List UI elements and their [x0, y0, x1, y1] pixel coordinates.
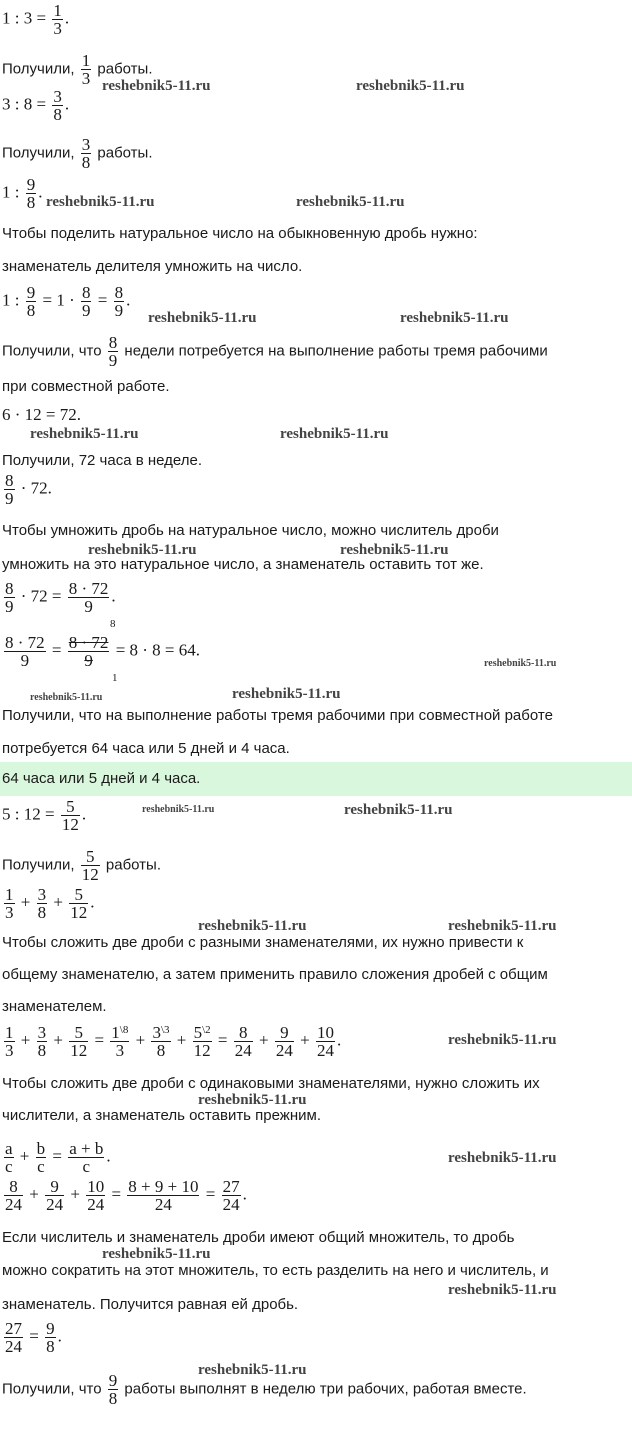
text-line: Чтобы сложить две дроби с разными знаменателями, их нужно привести к	[2, 934, 524, 951]
equation-divide: 1 : $\frac{9}{8}$ = 1 · $\frac{8}{9}$ = $\frac{8}{9}$ .	[2, 283, 131, 320]
equation-5-div-12: 5 : 12 = $\frac{5}{12}$ .	[2, 797, 87, 834]
watermark: reshebnik5-11.ru	[448, 918, 557, 934]
text-line: Получили, $\frac{1}{3}$ работы.	[2, 51, 153, 88]
text-line: знаменателем.	[2, 998, 107, 1015]
watermark: reshebnik5-11.ru	[88, 542, 197, 558]
text-line: Получили, $\frac{3}{8}$ работы.	[2, 135, 153, 172]
watermark: reshebnik5-11.ru	[280, 426, 389, 442]
watermark: reshebnik5-11.ru	[142, 804, 215, 815]
watermark: reshebnik5-11.ru	[102, 1246, 211, 1262]
watermark: reshebnik5-11.ru	[484, 658, 557, 669]
equation-reduce: $\frac{8 \cdot 72}{9}$ = $\frac{8 \cdot 72}{9}$ = 8 · 8 = 64.	[5, 633, 201, 670]
equation-sum-24: $\frac{8}{24}$ + $\frac{9}{24}$ + $\frac{10}{24}$ = $\frac{8 + 9 + 10}{24}$ = $\frac{27}{24}$ .	[5, 1177, 247, 1214]
equation-8-9-times-72: $\frac{8}{9}$ · 72.	[5, 471, 52, 508]
text-line: знаменатель делителя умножить на число.	[2, 258, 303, 275]
watermark: reshebnik5-11.ru	[400, 310, 509, 326]
watermark: reshebnik5-11.ru	[448, 1150, 557, 1166]
text-line: умножить на это натуральное число, а знаменатель оставить тот же.	[2, 556, 484, 573]
text-line: общему знаменателю, а затем применить правило сложения дробей с общим	[2, 966, 548, 983]
text-line: Чтобы сложить две дроби с одинаковыми знаменателями, нужно сложить их	[2, 1075, 540, 1092]
watermark: reshebnik5-11.ru	[30, 692, 103, 703]
watermark: reshebnik5-11.ru	[148, 310, 257, 326]
equation-1-div-3: 1 : 3 = $\frac{1}{3}$ .	[2, 1, 70, 38]
text-line: Если числитель и знаменатель дроби имеют общий множитель, то дробь	[2, 1229, 515, 1246]
text-line: потребуется 64 часа или 5 дней и 4 часа.	[2, 740, 290, 757]
watermark: reshebnik5-11.ru	[102, 78, 211, 94]
equation-sum: $\frac{1}{3}$ + $\frac{3}{8}$ + $\frac{5}{12}$ .	[5, 885, 95, 922]
text-line: Получили, $\frac{5}{12}$ работы.	[2, 847, 161, 884]
watermark: reshebnik5-11.ru	[356, 78, 465, 94]
equation-6-12: 6 · 12 = 72.	[2, 405, 81, 424]
watermark: reshebnik5-11.ru	[344, 802, 453, 818]
equation-3-div-8: 3 : 8 = $\frac{3}{8}$ .	[2, 87, 70, 124]
equation-1-div-9-8: 1 : $\frac{9}{8}$ .	[2, 175, 43, 212]
equation-common-denominator: $\frac{1}{3}$ + $\frac{3}{8}$ + $\frac{5}{12}$ = $\frac{1^{\backslash 8}}{3}$ + $\frac{3^{\backslash 3}}{8}$ + $\frac{5^{\backslash 2}}{12}$ = $\frac{8}{24}$ + $\frac{9}{24}$ + $\frac{10}{24}$ .	[5, 1023, 342, 1060]
answer-box	[0, 762, 632, 796]
text-line: Получили, что на выполнение работы тремя рабочими при совместной работе	[2, 707, 553, 724]
watermark: reshebnik5-11.ru	[46, 194, 155, 210]
text-line: Получили, что $\frac{9}{8}$ работы выполнят в неделю три рабочих, работая вместе.	[2, 1371, 527, 1408]
text-line: при совместной работе.	[2, 378, 170, 395]
equation-general: $\frac{a}{c}$ + $\frac{b}{c}$ = $\frac{a + b}{c}$ .	[5, 1139, 111, 1176]
watermark: reshebnik5-11.ru	[296, 194, 405, 210]
watermark: reshebnik5-11.ru	[448, 1032, 557, 1048]
watermark: reshebnik5-11.ru	[232, 686, 341, 702]
text-line: можно сократить на этот множитель, то есть разделить на него и числитель, и	[2, 1262, 549, 1279]
text-line: Получили, 72 часа в неделе.	[2, 452, 203, 469]
text-line: Получили, что $\frac{8}{9}$ недели потребуется на выполнение работы тремя рабочими	[2, 333, 548, 370]
text-line: числители, а знаменатель оставить прежним.	[2, 1107, 321, 1124]
watermark: reshebnik5-11.ru	[340, 542, 449, 558]
text-line: Чтобы умножить дробь на натуральное число, можно числитель дроби	[2, 522, 499, 539]
watermark: reshebnik5-11.ru	[198, 918, 307, 934]
equation-multiply: $\frac{8}{9}$ · 72 = $\frac{8 \cdot 72}{9}$ .	[5, 579, 116, 616]
text-line: знаменатель. Получится равная ей дробь.	[2, 1296, 299, 1313]
watermark: reshebnik5-11.ru	[198, 1362, 307, 1378]
watermark: reshebnik5-11.ru	[198, 1092, 307, 1108]
watermark: reshebnik5-11.ru	[30, 426, 139, 442]
reduced-denominator: 1	[112, 672, 118, 684]
fraction: $\frac{1}{3}$	[53, 1, 62, 38]
equation-reduce-27-24: $\frac{27}{24}$ = $\frac{9}{8}$ .	[5, 1319, 62, 1356]
text-line: Чтобы поделить натуральное число на обыкновенную дробь нужно:	[2, 225, 478, 242]
answer-text: 64 часа или 5 дней и 4 часа.	[2, 770, 201, 787]
watermark: reshebnik5-11.ru	[448, 1282, 557, 1298]
reduced-numerator: 8	[110, 618, 116, 630]
